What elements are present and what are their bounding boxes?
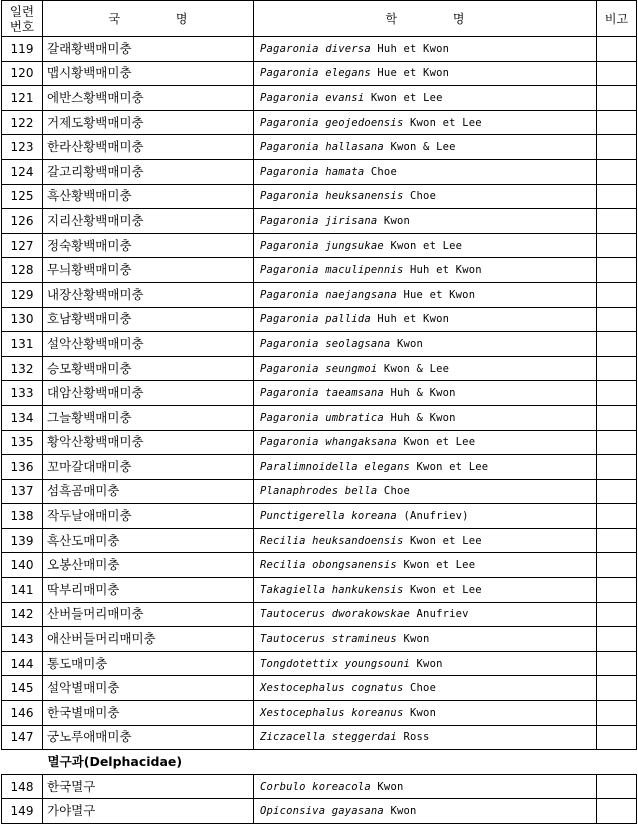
author-name: Kwon: [410, 706, 437, 719]
table-body-part2: [2, 774, 637, 823]
remarks-cell: [597, 651, 637, 676]
author-name: Kwon et Lee: [416, 460, 489, 473]
table-row: [2, 110, 637, 135]
korean-name-cell: 황악산황백매미충: [43, 430, 254, 455]
korean-name-cell: 에반스황백매미충: [43, 86, 254, 111]
binomial-name: Takagiella hankukensis: [260, 583, 404, 596]
remarks-cell: [597, 307, 637, 332]
table-row: [2, 86, 637, 111]
author-name: Choe: [410, 682, 437, 695]
author-name: Kwon: [403, 633, 430, 646]
korean-name-cell: 정숙황백매미충: [43, 233, 254, 258]
author-name: Kwon: [416, 657, 443, 670]
table-row: [2, 602, 637, 627]
binomial-name: Paralimnoidella elegans: [260, 460, 410, 473]
binomial-name: Pagaronia naejangsana: [260, 288, 397, 301]
table-row: [2, 578, 637, 603]
scientific-name-cell: [254, 799, 597, 824]
table-row: [2, 258, 637, 283]
binomial-name: Planaphrodes bella: [260, 485, 378, 498]
serial-number-cell: 119: [2, 37, 43, 62]
author-name: Choe: [370, 165, 397, 178]
author-name: Kwon et Lee: [410, 116, 482, 129]
remarks-cell: [597, 209, 637, 234]
author-name: Kwon et Lee: [390, 239, 463, 252]
table-row: [2, 504, 637, 529]
binomial-name: Pagaronia diversa: [260, 42, 371, 55]
remarks-header: 비고: [597, 1, 637, 37]
remarks-cell: [597, 405, 637, 430]
table-row: [2, 332, 637, 357]
binomial-name: Xestocephalus koreanus: [260, 706, 404, 719]
author-name: (Anufriev): [403, 510, 469, 523]
binomial-name: Recilia obongsanensis: [260, 559, 397, 572]
table-row: [2, 627, 637, 652]
scientific-name-cell: [254, 602, 597, 627]
serial-number-cell: 122: [2, 110, 43, 135]
korean-name-cell: 딱부리매미충: [43, 578, 254, 603]
serial-number-cell: 146: [2, 701, 43, 726]
table-row: [2, 430, 637, 455]
remarks-cell: [597, 455, 637, 480]
scientific-name-cell: [254, 381, 597, 406]
author-name: Kwon et Lee: [403, 559, 476, 572]
author-name: Kwon & Lee: [390, 141, 456, 154]
remarks-cell: [597, 553, 637, 578]
serial-number-cell: 133: [2, 381, 43, 406]
korean-name-cell: 애산버들머리매미충: [43, 627, 254, 652]
binomial-name: Tongdotettix youngsouni: [260, 657, 410, 670]
korean-name-cell: 꼬마갈대매미충: [43, 455, 254, 480]
serial-number-cell: 126: [2, 209, 43, 234]
author-name: Kwon & Lee: [383, 362, 450, 375]
remarks-cell: [597, 725, 637, 750]
serial-number-cell: 143: [2, 627, 43, 652]
scientific-name-cell: [254, 307, 597, 332]
remarks-cell: [597, 799, 637, 824]
remarks-cell: [597, 110, 637, 135]
binomial-name: Pagaronia pallida: [260, 313, 371, 326]
binomial-name: Pagaronia hamata: [260, 165, 365, 178]
remarks-cell: [597, 37, 637, 62]
serial-number-cell: 123: [2, 135, 43, 160]
table-row: [2, 528, 637, 553]
binomial-name: Pagaronia jungsukae: [260, 239, 384, 252]
table-row: [2, 209, 637, 234]
remarks-cell: [597, 332, 637, 357]
binomial-name: Pagaronia jirisana: [260, 214, 378, 227]
remarks-cell: [597, 184, 637, 209]
remarks-cell: [597, 356, 637, 381]
serial-number-cell: 128: [2, 258, 43, 283]
table-row: [2, 135, 637, 160]
binomial-name: Pagaronia whangaksana: [260, 436, 397, 449]
korean-name-cell: 무늬황백매미충: [43, 258, 254, 283]
serial-number-cell: 124: [2, 159, 43, 184]
scientific-name-cell: [254, 86, 597, 111]
table-body-part1: [2, 37, 637, 750]
remarks-cell: [597, 701, 637, 726]
binomial-name: Ziczacella steggerdai: [260, 731, 397, 744]
table-row: [2, 233, 637, 258]
author-name: Kwon et Lee: [410, 583, 482, 596]
author-name: Huh et Kwon: [377, 313, 450, 326]
author-name: Kwon et Lee: [403, 436, 476, 449]
binomial-name: Pagaronia hallasana: [260, 141, 384, 154]
korean-name-cell: 오봉산매미충: [43, 553, 254, 578]
scientific-name-cell: [254, 504, 597, 529]
serial-number-cell: 138: [2, 504, 43, 529]
serial-number-cell: 139: [2, 528, 43, 553]
table-row: [2, 676, 637, 701]
serial-number-cell: 142: [2, 602, 43, 627]
remarks-cell: [597, 381, 637, 406]
author-name: Huh et Kwon: [410, 264, 482, 277]
scientific-name-cell: [254, 159, 597, 184]
binomial-name: Pagaronia evansi: [260, 91, 365, 104]
scientific-name-cell: [254, 258, 597, 283]
author-name: Hue et Kwon: [403, 288, 476, 301]
author-name: Ross: [403, 731, 430, 744]
author-name: Hue et Kwon: [377, 67, 450, 80]
scientific-name-cell: [254, 553, 597, 578]
table-row: [2, 479, 637, 504]
binomial-name: Pagaronia geojedoensis: [260, 116, 404, 129]
scientific-name-cell: [254, 455, 597, 480]
table-row: [2, 405, 637, 430]
korean-name-cell: 한국멸구: [43, 774, 254, 799]
scientific-name-cell: [254, 184, 597, 209]
table-row: [2, 381, 637, 406]
remarks-cell: [597, 159, 637, 184]
remarks-cell: [597, 135, 637, 160]
scientific-name-header-label: 학 명: [385, 11, 491, 26]
serial-number-cell: 132: [2, 356, 43, 381]
table-row: [2, 799, 637, 824]
serial-number-cell: 149: [2, 799, 43, 824]
table-row: [2, 282, 637, 307]
remarks-cell: [597, 61, 637, 86]
korean-name-cell: 작두날애매미충: [43, 504, 254, 529]
species-table: [1, 0, 637, 824]
binomial-name: Pagaronia taeamsana: [260, 387, 384, 400]
remarks-cell: [597, 430, 637, 455]
serial-number-cell: 120: [2, 61, 43, 86]
remarks-cell: [597, 774, 637, 799]
korean-name-cell: 승모황백매미충: [43, 356, 254, 381]
serial-number-cell: 144: [2, 651, 43, 676]
serial-number-header-line1: 일련: [9, 3, 35, 19]
remarks-cell: [597, 282, 637, 307]
serial-number-cell: 127: [2, 233, 43, 258]
table-row: [2, 61, 637, 86]
table-row: [2, 159, 637, 184]
korean-name-cell: 설악별매미충: [43, 676, 254, 701]
korean-name-cell: 한국별매미충: [43, 701, 254, 726]
serial-number-cell: 130: [2, 307, 43, 332]
table-row: [2, 553, 637, 578]
binomial-name: Pagaronia seolagsana: [260, 337, 391, 350]
serial-number-cell: 136: [2, 455, 43, 480]
binomial-name: Corbulo koreacola: [260, 780, 371, 793]
korean-name-cell: 맵시황백매미충: [43, 61, 254, 86]
table-row: [2, 307, 637, 332]
korean-name-cell: 가야멸구: [43, 799, 254, 824]
korean-name-cell: 흑산도매미충: [43, 528, 254, 553]
korean-name-cell: 산버들머리매미충: [43, 602, 254, 627]
author-name: Kwon: [390, 805, 417, 818]
remarks-cell: [597, 258, 637, 283]
author-name: Kwon: [396, 337, 424, 350]
serial-number-cell: 125: [2, 184, 43, 209]
scientific-name-cell: [254, 135, 597, 160]
scientific-name-cell: [254, 528, 597, 553]
binomial-name: Tautocerus dworakowskae: [260, 608, 410, 621]
author-name: Kwon et Lee: [410, 534, 482, 547]
scientific-name-cell: [254, 209, 597, 234]
binomial-name: Tautocerus stramineus: [260, 633, 397, 646]
scientific-name-cell: [254, 405, 597, 430]
scientific-name-cell: [254, 676, 597, 701]
serial-number-cell: 148: [2, 774, 43, 799]
korean-name-cell: 거제도황백매미충: [43, 110, 254, 135]
scientific-name-cell: [254, 651, 597, 676]
korean-name-cell: 그늘황백매미충: [43, 405, 254, 430]
scientific-name-cell: [254, 110, 597, 135]
family-section: [2, 750, 637, 775]
table-row: [2, 651, 637, 676]
binomial-name: Pagaronia umbratica: [260, 411, 384, 424]
remarks-cell: [597, 578, 637, 603]
korean-name-cell: 한라산황백매미충: [43, 135, 254, 160]
serial-number-cell: 145: [2, 676, 43, 701]
scientific-name-cell: [254, 701, 597, 726]
binomial-name: Punctigerella koreana: [260, 510, 397, 523]
remarks-cell: [597, 86, 637, 111]
table-row: [2, 37, 637, 62]
scientific-name-cell: [254, 774, 597, 799]
korean-name-cell: 설악산황백매미충: [43, 332, 254, 357]
serial-number-cell: 129: [2, 282, 43, 307]
scientific-name-cell: [254, 725, 597, 750]
remarks-cell: [597, 504, 637, 529]
serial-number-cell: 135: [2, 430, 43, 455]
korean-name-cell: 궁노루애매미충: [43, 725, 254, 750]
table-row: [2, 725, 637, 750]
table-row: [2, 184, 637, 209]
table-header-row: [2, 1, 637, 37]
remarks-cell: [597, 233, 637, 258]
author-name: Huh & Kwon: [390, 411, 456, 424]
scientific-name-cell: [254, 233, 597, 258]
korean-name-header: [43, 1, 254, 37]
author-name: Huh et Kwon: [377, 42, 450, 55]
korean-name-cell: 내장산황백매미충: [43, 282, 254, 307]
remarks-cell: [597, 602, 637, 627]
korean-name-cell: 갈래황백매미충: [43, 37, 254, 62]
author-name: Kwon: [377, 780, 404, 793]
binomial-name: Pagaronia heuksanensis: [260, 190, 404, 203]
scientific-name-cell: [254, 282, 597, 307]
korean-name-cell: 갈고리황백매미충: [43, 159, 254, 184]
scientific-name-header: [254, 1, 597, 37]
scientific-name-cell: [254, 356, 597, 381]
binomial-name: Recilia heuksandoensis: [260, 534, 404, 547]
scientific-name-cell: [254, 332, 597, 357]
korean-name-cell: 지리산황백매미충: [43, 209, 254, 234]
serial-number-cell: 134: [2, 405, 43, 430]
binomial-name: Xestocephalus cognatus: [260, 682, 404, 695]
author-name: Anufriev: [416, 608, 469, 621]
scientific-name-cell: [254, 479, 597, 504]
korean-name-header-label: 국 명: [108, 11, 214, 26]
binomial-name: Pagaronia elegans: [260, 67, 371, 80]
author-name: Kwon et Lee: [370, 91, 443, 104]
scientific-name-cell: [254, 37, 597, 62]
serial-number-header-line2: 번호: [9, 18, 35, 34]
table-row: [2, 701, 637, 726]
korean-name-cell: 호남황백매미충: [43, 307, 254, 332]
binomial-name: Opiconsiva gayasana: [260, 805, 384, 818]
author-name: Huh & Kwon: [390, 387, 456, 400]
table-row: [2, 455, 637, 480]
author-name: Choe: [410, 190, 437, 203]
serial-number-cell: 147: [2, 725, 43, 750]
remarks-cell: [597, 676, 637, 701]
serial-number-header: [2, 1, 43, 37]
serial-number-cell: 137: [2, 479, 43, 504]
table-row: [2, 356, 637, 381]
author-name: Kwon: [383, 214, 411, 227]
family-heading-row: [2, 750, 637, 775]
serial-number-cell: 141: [2, 578, 43, 603]
remarks-cell: [597, 528, 637, 553]
author-name: Choe: [383, 485, 411, 498]
binomial-name: Pagaronia seungmoi: [260, 362, 378, 375]
table-row: [2, 774, 637, 799]
scientific-name-cell: [254, 61, 597, 86]
korean-name-cell: 통도매미충: [43, 651, 254, 676]
scientific-name-cell: [254, 627, 597, 652]
remarks-cell: [597, 479, 637, 504]
binomial-name: Pagaronia maculipennis: [260, 264, 404, 277]
korean-name-cell: 대암산황백매미충: [43, 381, 254, 406]
scientific-name-cell: [254, 578, 597, 603]
serial-number-cell: 140: [2, 553, 43, 578]
korean-name-cell: 섬흑곰매미충: [43, 479, 254, 504]
serial-number-cell: 121: [2, 86, 43, 111]
scientific-name-cell: [254, 430, 597, 455]
remarks-cell: [597, 627, 637, 652]
korean-name-cell: 흑산황백매미충: [43, 184, 254, 209]
family-heading: 멸구과(Delphacidae): [2, 750, 637, 775]
serial-number-cell: 131: [2, 332, 43, 357]
